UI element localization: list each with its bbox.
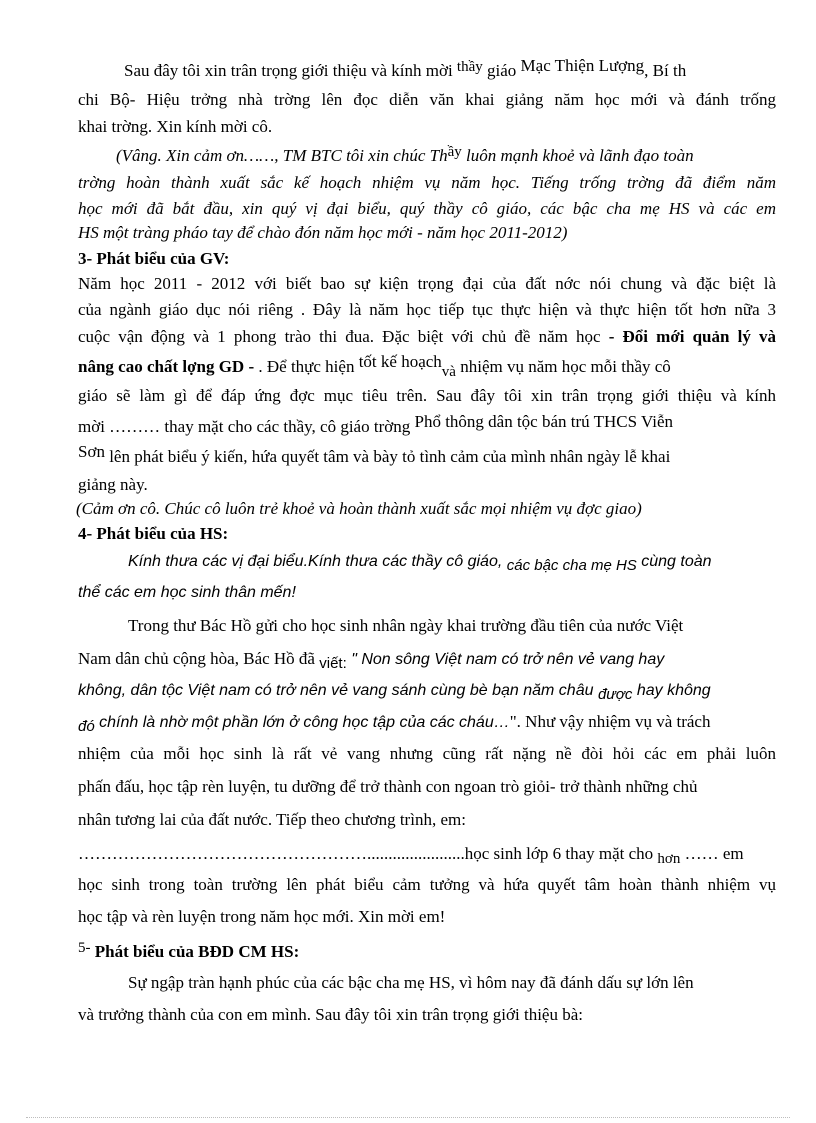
quote-lowered-text: được bbox=[597, 686, 633, 703]
section3-text: nhiệm vụ năm học mỗi thầy cô bbox=[455, 357, 671, 376]
speech-lowered-text: viết: bbox=[319, 655, 347, 672]
section3-line-3 bbox=[78, 326, 776, 348]
section3-line-5: giáo sẽ làm gì để đáp ứng đợc mục tiêu trên. Sau đây tôi xin trân trọng giới thiệu và kính bbox=[78, 386, 776, 405]
section3-line-1: Năm học 2011 - 2012 với biết bao sự kiện trọng đại của đất nớc nói chung và đặc biệt là bbox=[78, 274, 776, 293]
speech-text: ". Như vậy nhiệm vụ và trách bbox=[509, 712, 711, 731]
greeting-text: Kính thưa các vị đại biểu.Kính thưa các thầy cô giáo, bbox=[128, 553, 507, 570]
note-text: (Vâng. Xin cảm ơn……, TM BTC tôi xin chúc Th bbox=[116, 146, 448, 165]
quote-lowered-text: đó bbox=[78, 718, 95, 735]
greeting-line-2: thể các em học sinh thân mến! bbox=[78, 584, 296, 601]
intro-text: Sau đây tôi xin trân trọng giới thiệu và kính mời bbox=[124, 61, 457, 80]
speech-line-5: nhiệm của mỗi học sinh là rất vẻ vang nhưng cũng rất nặng nề đòi hỏi các em phải luôn bbox=[78, 744, 776, 763]
note1-line-1 bbox=[116, 145, 776, 168]
section5-heading-text: Phát biểu của BĐD CM HS: bbox=[90, 942, 300, 961]
note-raised-word: ầy bbox=[447, 144, 462, 160]
quote-text: chính là nhờ một phần lớn ở công học tập của các cháu… bbox=[94, 714, 510, 731]
section3-line-8: giảng này. bbox=[78, 475, 148, 494]
section5-number: 5- bbox=[78, 940, 91, 956]
quote-text: hay không bbox=[632, 682, 711, 699]
speech-text: Nam dân chủ cộng hòa, Bác Hồ đã bbox=[78, 649, 320, 668]
intro-line-2: chi Bộ- Hiệu trởng nhà trờng lên đọc diễn văn khai giảng năm học mới và đánh trống bbox=[78, 90, 776, 109]
section3-lowered-text: và bbox=[441, 364, 456, 380]
note-text: luôn mạnh khoẻ và lãnh đạo toàn bbox=[461, 146, 694, 165]
speech-lowered-text: hơn bbox=[657, 851, 681, 867]
school-name-end: Sơn bbox=[78, 442, 105, 461]
note1-line-2: trờng hoàn thành xuất sắc kế hoạch nhiệm vụ năm học. Tiếng trống trờng đã điểm năm bbox=[78, 173, 776, 192]
speech-line-4 bbox=[78, 711, 776, 734]
section3-line-7 bbox=[78, 442, 776, 468]
section3-heading: 3- Phát biểu của GV: bbox=[78, 249, 230, 268]
intro-text: , Bí th bbox=[644, 61, 687, 80]
section5-line-1: Sự ngập tràn hạnh phúc của các bậc cha mẹ HS, vì hôm nay đã đánh dấu sự lớn lên bbox=[128, 973, 694, 992]
speech-line-3 bbox=[78, 680, 776, 702]
note1-line-3: học mới đã bắt đầu, xin quý vị đại biểu, quý thầy cô giáo, các bậc cha mẹ HS và các em bbox=[78, 199, 776, 218]
intro-line-3: khai trờng. Xin kính mời cô. bbox=[78, 117, 273, 136]
note1-line-4: HS một tràng pháo tay để chào đón năm học mới - năm học 2011-2012) bbox=[78, 223, 568, 242]
intro-raised-word: thầy bbox=[456, 59, 483, 75]
section3-line-2: của ngành giáo dục nói riêng . Đây là năm học tiếp tục thực hiện và thực hiện tốt hơn nữa 3 bbox=[78, 300, 776, 319]
section3-note: (Cảm ơn cô. Chúc cô luôn trẻ khoẻ và hoàn thành xuất sắc mọi nhiệm vụ đợc giao) bbox=[76, 499, 642, 518]
speech-line-8 bbox=[78, 843, 776, 866]
speech-line-2 bbox=[78, 648, 776, 671]
section5-heading bbox=[78, 941, 776, 964]
section3-raised-text: tốt kế hoạch bbox=[358, 352, 442, 371]
intro-text: giáo bbox=[482, 61, 521, 80]
greeting-line-1 bbox=[128, 551, 776, 573]
section5-line-2: và trưởng thành của con em mình. Sau đây tôi xin trân trọng giới thiệu bà: bbox=[78, 1005, 583, 1024]
greeting-lowered-text: các bậc cha mẹ HS bbox=[506, 557, 637, 574]
greeting-text: cùng toàn bbox=[636, 553, 712, 570]
section4-heading: 4- Phát biểu của HS: bbox=[78, 524, 229, 543]
speech-line-7: nhân tương lai của đất nước. Tiếp theo chương trình, em: bbox=[78, 810, 466, 829]
section3-text: cuộc vận động và 1 phong trào thi đua. Đặc biệt với chủ đề năm học bbox=[78, 327, 609, 346]
school-name: Phổ thông dân tộc bán trú THCS Viễn bbox=[414, 412, 674, 431]
theme-bold-text: nâng cao chất lợng GD - bbox=[78, 357, 259, 376]
principal-name: Mạc Thiện Lượng bbox=[520, 56, 645, 75]
section3-line-4 bbox=[78, 352, 776, 380]
speech-line-1: Trong thư Bác Hồ gửi cho học sinh nhân ngày khai trường đầu tiên của nước Việt bbox=[128, 616, 684, 635]
quote-text: không, dân tộc Việt nam có trở nên vẻ vang sánh cùng bè bạn năm châu bbox=[78, 682, 598, 699]
speech-line-9: học sinh trong toàn trường lên phát biểu cảm tưởng và hứa quyết tâm hoàn thành nhiệm vụ bbox=[78, 875, 776, 894]
section3-text: mời ……… thay mặt cho các thầy, cô giáo trờng bbox=[78, 417, 415, 436]
speech-text: …………………………………………….......................học sinh lớp 6 thay mặt cho bbox=[78, 844, 658, 863]
section3-text: lên phát biểu ý kiến, hứa quyết tâm và bày tỏ tình cảm của mình nhân ngày lễ khai bbox=[104, 447, 671, 466]
speech-line-10: học tập và rèn luyện trong năm học mới. Xin mời em! bbox=[78, 907, 446, 926]
quote-text: " Non sông Việt nam có trở nên vẻ vang hay bbox=[346, 651, 665, 668]
intro-line-1 bbox=[124, 56, 776, 83]
section3-text: . Để thực hiện bbox=[258, 357, 359, 376]
section3-line-6 bbox=[78, 412, 776, 438]
speech-line-6: phấn đấu, học tập rèn luyện, tu dưỡng để trở thành con ngoan trò giỏi- trở thành những chủ bbox=[78, 777, 698, 796]
theme-bold-text: - Đổi mới quản lý và bbox=[608, 327, 776, 346]
page-bottom-divider bbox=[26, 1117, 790, 1118]
speech-text: …… em bbox=[680, 844, 744, 863]
